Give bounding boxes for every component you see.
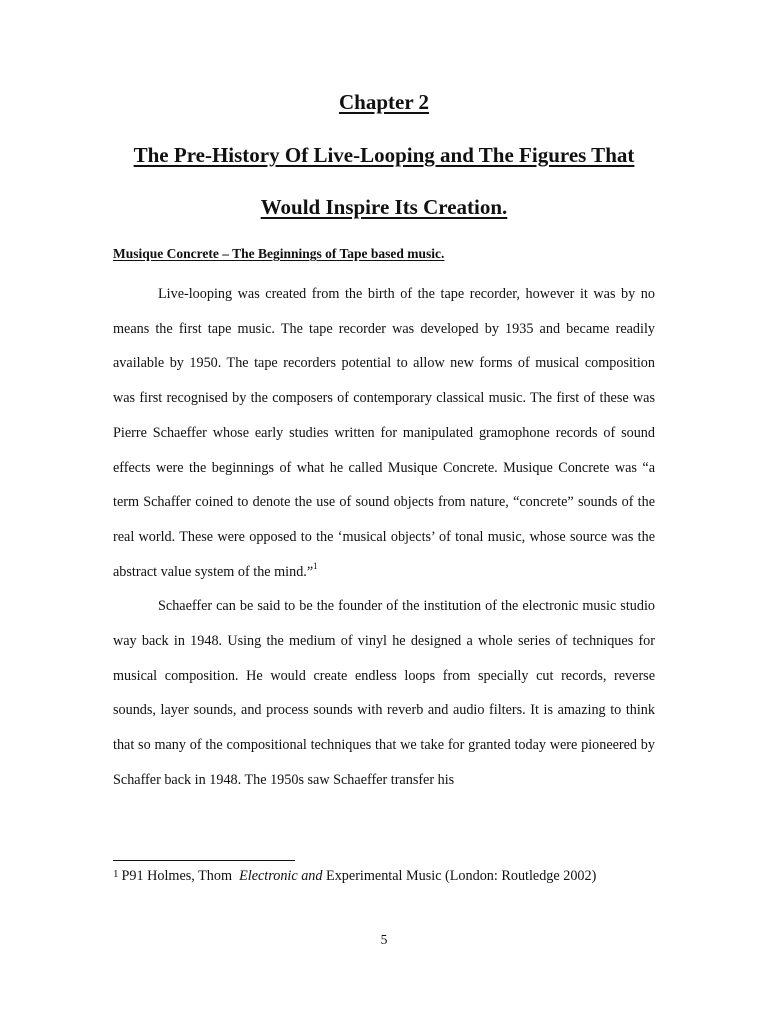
footnote-reference[interactable]: 1 [313,560,318,571]
paragraph-2 [113,589,655,797]
chapter-title-line-2-text: Would Inspire Its Creation. [260,195,508,219]
footnote-number: 1 [113,868,119,880]
chapter-title-line-1 [0,143,768,168]
chapter-label-text: Chapter 2 [338,90,430,114]
chapter-title-line-1-text: The Pre-History Of Live-Looping and The Figures That [133,143,635,167]
paragraph-1 [113,277,655,589]
chapter-title-line-2 [0,195,768,220]
chapter-label [0,90,768,115]
paragraph-2-text: Schaeffer can be said to be the founder of the institution of the electronic music studio way back in 1948. Using the medium of vinyl he designed a whole series of techniques for musical composition. He would create endless loops from specially cut records, reverse sounds, layer sounds, and process sounds with reverb and audio filters. It is amazing to think that so many of the compositional techniques that we take for granted today were pioneered by Schaffer back in 1948. The 1950s saw Schaeffer transfer his [113,598,655,788]
section-heading: Musique Concrete – The Beginnings of Tape based music. [113,246,445,261]
footnote-prefix: P91 Holmes, Thom [121,868,232,884]
page-number: 5 [380,932,388,947]
footnote-italic: Electronic and [239,868,323,884]
footnote [113,868,596,885]
paragraph-1-text: Live-looping was created from the birth of the tape recorder, however it was by no means the first tape music. The tape recorder was developed by 1935 and became readily available by 1950. The tape recorders potential to allow new forms of musical composition was first recognised by the composers of contemporary classical music. The first of these was Pierre Schaeffer whose early studies written for manipulated gramophone records of sound effects were the beginnings of what he called Musique Concrete. Musique Concrete was “a term Schaffer coined to denote the use of sound objects from nature, “concrete” sounds of the real world. These were opposed to the ‘musical objects’ of tonal music, whose source was the abstract value system of the mind.” [113,286,655,580]
footnote-divider [113,860,295,861]
footnote-suffix: Experimental Music (London: Routledge 2002) [326,868,597,884]
body-text [113,277,655,798]
